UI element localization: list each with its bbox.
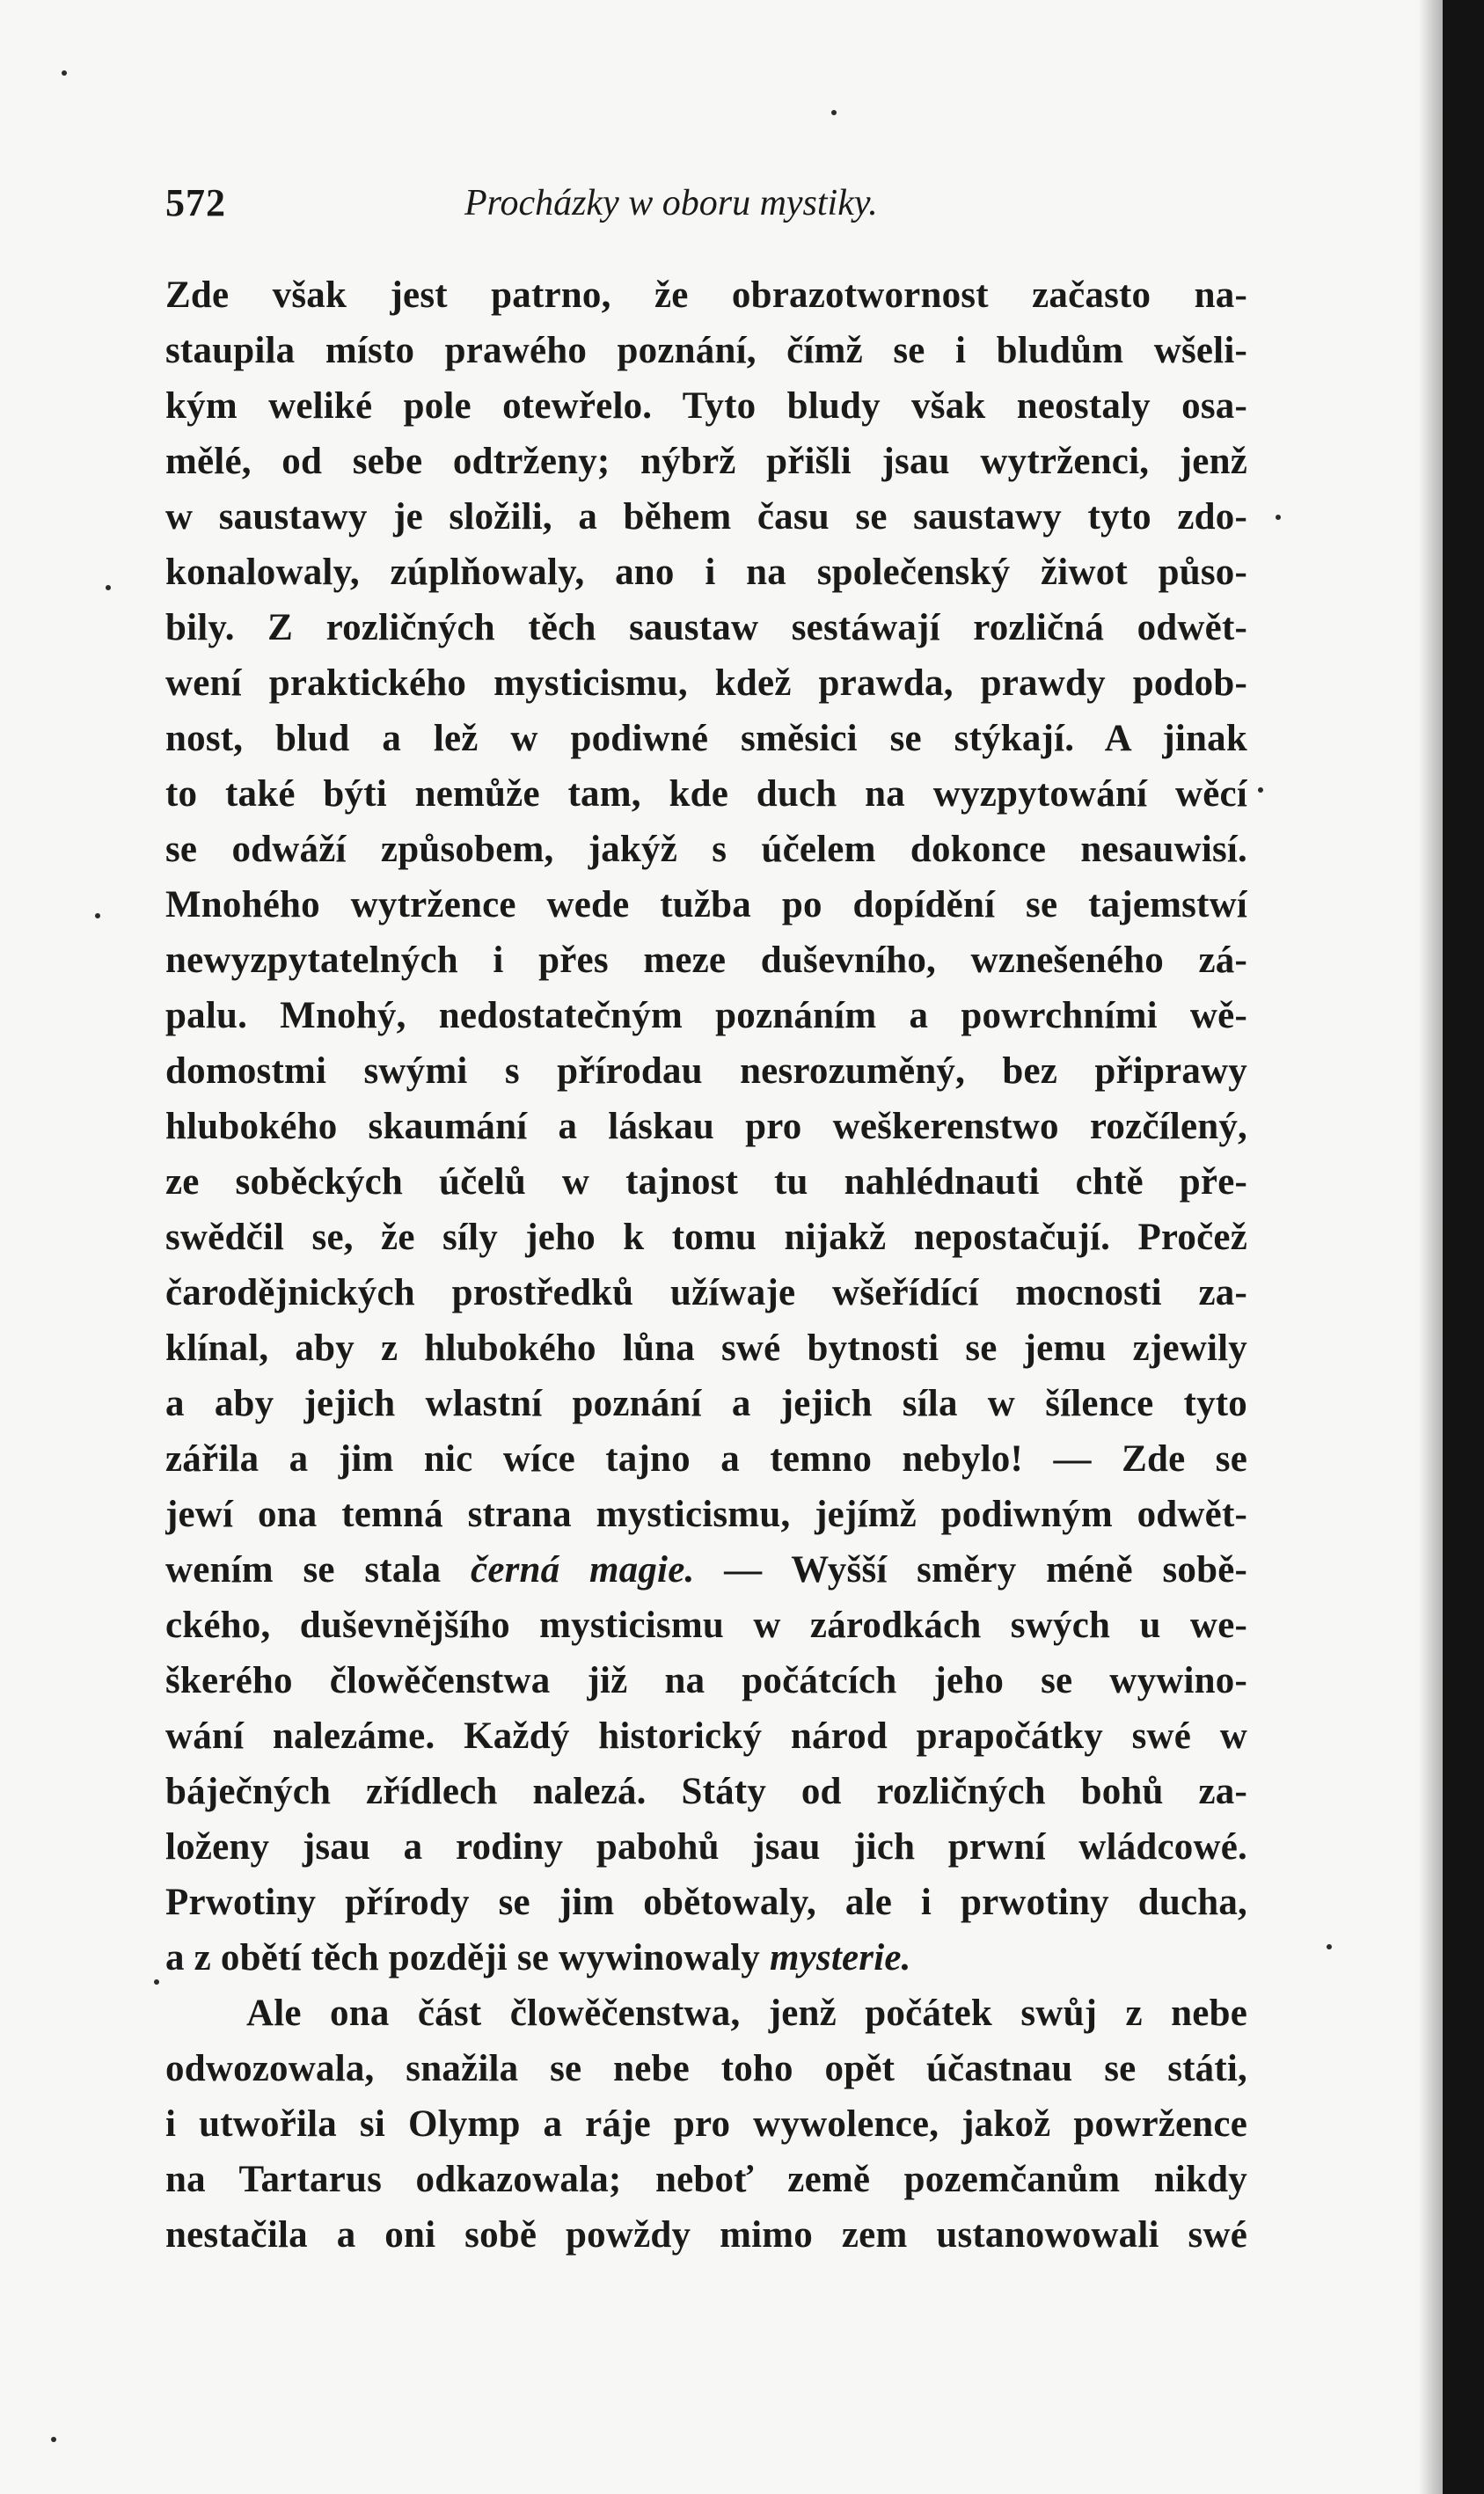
page-header [165, 180, 1246, 242]
scan-speck [95, 913, 100, 918]
scan-speck [154, 1979, 159, 1985]
text-line: hlubokého skaumání a láskau pro weškerenstwo rozčílený, [165, 1106, 1247, 1147]
text-line: kým weliké pole otewřelo. Tyto bludy však neostaly osa- [165, 385, 1247, 427]
paragraph-first-line: Ale ona část člowěčenstwa, jenž počátek swůj z nebe [246, 1993, 1247, 2034]
text-line: i utwořila si Olymp a ráje pro wywolence, jakož powržence [165, 2103, 1247, 2145]
text-line-cerna-magie [165, 1542, 1247, 1598]
text-line: ckého, duševnějšího mysticismu w zárodkách swých u we- [165, 1605, 1247, 1646]
text-line: nost, blud a lež w podiwné směsici se stýkají. A jinak [165, 718, 1247, 759]
text-segment: a z obětí těch později se wywinowaly [165, 1937, 770, 1978]
text-line: to také býti nemůže tam, kde duch na wyzpytowání wěcí [165, 773, 1247, 815]
italic-term: černá magie. [471, 1549, 695, 1591]
page-gutter-shadow [1418, 0, 1443, 2494]
text-line: Mnohého wytržence wede tužba po dopídění se tajemstwí [165, 884, 1247, 925]
text-line: loženy jsau a rodiny pabohů jsau jich prwní wládcowé. [165, 1826, 1247, 1868]
text-line: odwozowala, snažila se nebe toho opět účastnau se státi, [165, 2048, 1247, 2089]
text-line: škerého člowěčenstwa již na počátcích jeho se wywino- [165, 1660, 1247, 1701]
scan-speck [62, 70, 67, 76]
running-title: Procházky w oboru mystiky. [464, 183, 878, 223]
page-number: 572 [165, 181, 226, 224]
text-line: jewí ona temná strana mysticismu, jejímž podiwným odwět- [165, 1494, 1247, 1535]
text-line: domostmi swými s přírodau nesrozuměný, bez připrawy [165, 1050, 1247, 1092]
text-line-mysterie [165, 1930, 1247, 1986]
text-segment: — Wyšší směry méně sobě- [694, 1549, 1247, 1591]
text-line: staupila místo prawého poznání, čímž se i bludům wšeli- [165, 330, 1247, 371]
text-line: swědčil se, že síly jeho k tomu nijakž nepostačují. Pročež [165, 1217, 1247, 1258]
text-line: čarodějnických prostředků užíwaje wšeřídící mocnosti za- [165, 1272, 1247, 1313]
text-line: mělé, od sebe odtrženy; nýbrž přišli jsau wytrženci, jenž [165, 441, 1247, 482]
page-edge [1443, 0, 1484, 2494]
text-line: a aby jejich wlastní poznání a jejich síla w šílence tyto [165, 1383, 1247, 1424]
scan-speck [106, 585, 111, 590]
text-line: se odwáží způsobem, jakýž s účelem dokonce nesauwisí. [165, 829, 1247, 870]
scan-speck [1258, 787, 1263, 793]
text-line: Zde však jest patrno, že obrazotwornost začasto na- [165, 274, 1247, 316]
text-line: konalowaly, zúplňowaly, ano i na společenský žiwot půso- [165, 552, 1247, 593]
italic-term: mysterie. [769, 1937, 911, 1978]
text-line: w saustawy je složili, a během času se saustawy tyto zdo- [165, 496, 1247, 538]
text-line: bily. Z rozličných těch saustaw sestáwají rozličná odwět- [165, 607, 1247, 648]
text-segment: wením se stala [165, 1549, 472, 1591]
text-line: palu. Mnohý, nedostatečným poznáním a powrchními wě- [165, 995, 1247, 1036]
text-line: Prwotiny přírody se jim obětowaly, ale i prwotiny ducha, [165, 1882, 1247, 1923]
text-line: nestačila a oni sobě powždy mimo zem ustanowowali swé [165, 2214, 1247, 2256]
text-line: zářila a jim nic wíce tajno a temno nebylo! — Zde se [165, 1438, 1247, 1480]
text-line: na Tartarus odkazowala; neboť země pozemčanům nikdy [165, 2159, 1247, 2200]
scan-speck [1327, 1944, 1332, 1949]
scan-speck [51, 2437, 56, 2442]
scan-speck [831, 110, 837, 115]
text-line: newyzpytatelných i přes meze duševního, wznešeného zá- [165, 940, 1247, 981]
text-line: ze soběckých účelů w tajnost tu nahlédnauti chtě pře- [165, 1161, 1247, 1203]
scan-speck [1276, 515, 1281, 520]
body-text [165, 267, 1247, 2263]
text-line: báječných zřídlech nalezá. Státy od rozličných bohů za- [165, 1771, 1247, 1812]
text-line: wání nalezáme. Každý historický národ prapočátky swé w [165, 1715, 1247, 1757]
text-line: wení praktického mysticismu, kdež prawda, prawdy podob- [165, 662, 1247, 704]
text-line: klínal, aby z hlubokého lůna swé bytnosti se jemu zjewily [165, 1327, 1247, 1369]
